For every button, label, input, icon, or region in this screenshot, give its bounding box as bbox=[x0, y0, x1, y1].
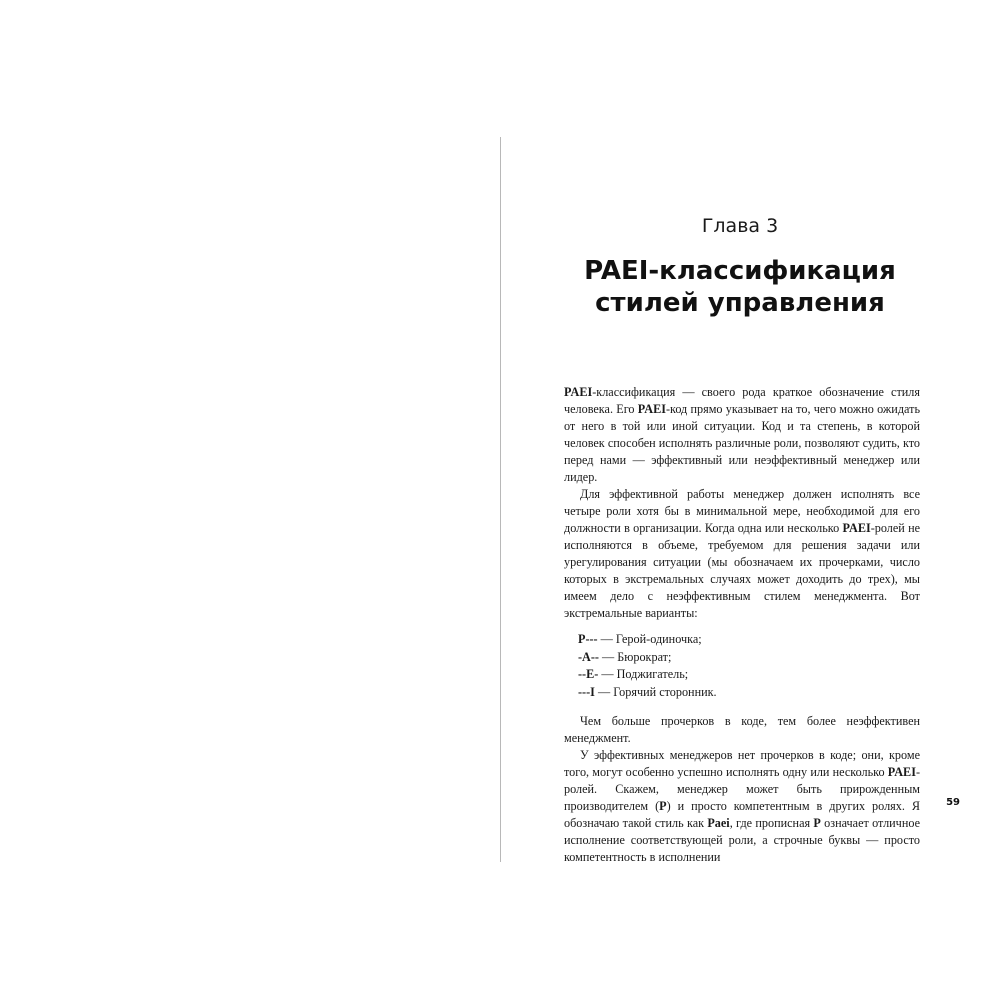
text-run: -классификация — своего рода краткое обозначение стиля человека. Его bbox=[564, 385, 920, 416]
chapter-label: Глава 3 bbox=[701, 215, 779, 237]
paragraph-4 bbox=[564, 747, 920, 866]
variant-code: -A-- bbox=[578, 649, 599, 664]
variant-description: — Горячий сторонник. bbox=[594, 684, 717, 699]
variant-description: — Поджигатель; bbox=[598, 667, 689, 681]
chapter-title bbox=[540, 255, 940, 319]
variants-list bbox=[578, 631, 920, 701]
variant-item bbox=[578, 666, 920, 684]
paragraph-3 bbox=[564, 713, 920, 747]
bold-term: PAEI bbox=[637, 402, 666, 416]
chapter-body bbox=[564, 384, 920, 866]
chapter-title-line-2: стилей управления bbox=[595, 288, 885, 318]
text-run: -ролей не исполняются в объеме, требуемом для решения задачи или урегулирования ситуации (мы обозначаем их прочерками, число которых в экстремальных случаях может доходить до трех), мы имеем дело с неэффективным стилем менеджмента. Вот экстремальные варианты: bbox=[564, 521, 921, 620]
variant-description: — Герой-одиночка; bbox=[597, 632, 702, 646]
variant-description: — Бюрократ; bbox=[598, 649, 672, 664]
bold-term: P bbox=[659, 799, 667, 813]
variant-item bbox=[578, 649, 920, 667]
paragraph-2 bbox=[564, 486, 920, 622]
text-run: ) и просто компетентным в других ролях. Я обозначаю такой стиль как bbox=[564, 799, 920, 830]
bold-term: P bbox=[813, 816, 821, 830]
text-run: , где прописная bbox=[729, 816, 814, 830]
bold-term: PAEI bbox=[842, 521, 871, 535]
text-run: -ролей. Скажем, менеджер может быть прирожденным производителем ( bbox=[564, 765, 920, 813]
text-run: Для эффективной работы менеджер должен исполнять все четыре роли хотя бы в минимальной мере, необходимой для его должности в организации. Когда одна или несколько bbox=[564, 487, 920, 535]
text-run: У эффективных менеджеров нет прочерков в коде; они, кроме того, могут особенно успешно исполнять одну или несколько bbox=[564, 748, 920, 779]
variant-code: --E- bbox=[578, 667, 599, 681]
chapter-title-line-1: PAEI-классификация bbox=[584, 256, 896, 286]
variant-item bbox=[578, 631, 920, 649]
text-run: Чем больше прочерков в коде, тем более неэффективен менеджмент. bbox=[564, 714, 920, 745]
variant-item bbox=[578, 684, 920, 702]
page-number: 59 bbox=[946, 797, 960, 808]
bold-term: PAEI bbox=[564, 385, 593, 399]
text-run: означает отличное исполнение соответствующей роли, а строчные буквы — просто компетентность в исполнении bbox=[564, 816, 920, 864]
book-spine-divider bbox=[500, 137, 501, 862]
text-run: -код прямо указывает на то, чего можно ожидать от него в той или иной ситуации. Код и та степень, в которой человек способен исполнять различные роли, позволяют судить, кто перед нами — эффективный или неэффективный менеджер или лидер. bbox=[564, 402, 921, 484]
variant-code: ---I bbox=[578, 684, 595, 699]
bold-term: Paei bbox=[707, 816, 730, 830]
bold-term: PAEI bbox=[887, 765, 916, 779]
paragraph-1 bbox=[564, 384, 920, 486]
variant-code: P--- bbox=[578, 632, 598, 646]
